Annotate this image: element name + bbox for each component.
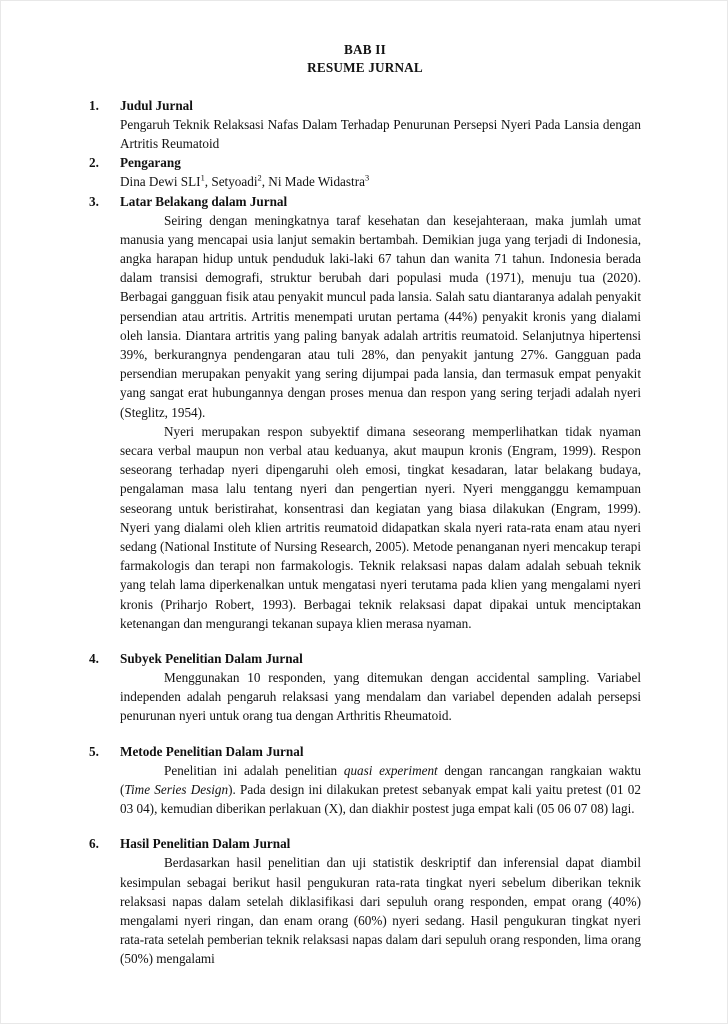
author-list: Dina Dewi SLI$^1$, Setyoadi$^2$, Ni Made Widastra$^3$ — [120, 174, 370, 190]
author-name: Ni Made Widastra — [268, 174, 365, 190]
paragraph-part: ). Pada design ini dilakukan pretest sebanyak empat kali yaitu pretest (01 02 03 04), kemudian diberikan perlakuan (X), dan diakhir postest juga empat kali (05 06 07 08) lagi. — [120, 781, 641, 817]
author-superscript: 2 — [257, 174, 262, 184]
paragraph: Berdasarkan hasil penelitian dan uji statistik deskriptif dan inferensial dapat diambil kesimpulan sebagai berikut hasil pengukuran rata-rata tingkat nyeri sebelum diberikan teknik relaksasi napas dalam setelah diklasifikasi dari sepuluh orang responden, empat orang (40%) mengalami nyeri ringan, dan enam orang (60%) nyeri sedang. Hasil pengukuran tingkat nyeri rata-rata setelah pemberian teknik relaksasi napas dalam dari sepuluh orang responden, lima orang (50%) mengalami — [120, 855, 641, 967]
section-heading: Latar Belakang dalam Jurnal — [120, 193, 288, 209]
section-heading: Judul Jurnal — [120, 98, 193, 113]
paragraph — [120, 761, 641, 819]
italic-term-time-series-design: Time Series Design — [124, 781, 229, 797]
spacer — [89, 726, 641, 742]
spacer — [89, 76, 641, 96]
section-pengarang — [89, 153, 641, 191]
paragraph-part: dengan rancangan rangkaian waktu ( — [120, 762, 641, 797]
author-superscript: 1 — [200, 174, 205, 184]
section-hasil-penelitian — [89, 834, 641, 968]
chapter-title: RESUME JURNAL — [307, 59, 423, 75]
section-number: 1. — [89, 98, 99, 113]
section-latar-belakang — [89, 192, 641, 633]
section-heading: Metode Penelitian Dalam Jurnal — [120, 743, 304, 759]
section-subyek-penelitian — [89, 649, 641, 726]
section-number: 5. — [89, 743, 99, 759]
chapter-label: BAB II — [344, 42, 386, 57]
section-number: 6. — [89, 836, 99, 852]
section-judul-jurnal — [89, 96, 641, 153]
paragraph: Menggunakan 10 responden, yang ditemukan dengan accidental sampling. Variabel independen adalah pengaruh relaksasi yang mendalam dan variabel dependen adalah persepsi penurunan nyeri untuk orang tua dengan Arthritis Rheumatoid. — [120, 670, 641, 724]
page-title — [89, 41, 641, 76]
paragraph: Nyeri merupakan respon subyektif dimana seseorang memperlihatkan tidak nyaman secara verbal maupun non verbal atau keduanya, akut maupun kronis (Engram, 1999). Respon seseorang terhadap nyeri dipengaruhi oleh emosi, tingkat kesadaran, latar belakang budaya, pengalaman masa lalu tentang nyeri dan pengertian nyeri. Nyeri mengganggu kemampuan seseorang untuk beristirahat, konsentrasi dan kegiatan yang biasa dilakukan (Engram, 1999). Nyeri yang dialami oleh klien artritis reumatoid didapatkan skala nyeri rata-rata enam atau nyeri sedang (National Institute of Nursing Research, 2005). Metode penanganan nyeri mencakup terapi farmakologis dan terapi non farmakologis. Teknik relaksasi napas dalam adalah sebuah teknik yang telah lama diperkenalkan untuk mengatasi nyeri terutama pada klien yang mengalami nyeri kronis (Priharjo Robert, 1993). Berbagai teknik relaksasi dapat dipakai untuk menciptakan ketenangan dan mengurangi tekanan supaya klien merasa nyaman. — [120, 423, 641, 631]
section-heading: Hasil Penelitian Dalam Jurnal — [120, 836, 291, 852]
paragraph: Seiring dengan meningkatnya taraf kesehatan dan kesejahteraan, maka jumlah umat manusia yang mencapai usia lanjut semakin bertambah. Demikian juga yang terjadi di Indonesia, angka harapan hidup untuk penduduk laki-laki 67 tahun dan wanita 71 tahun. Indonesia berada dalam transisi demografi, struktur berubah dari populasi muda (1971), menuju tua (2020). Berbagai gangguan fisik atau penyakit muncul pada lansia. Salah satu diantaranya adalah penyakit persendian atau artritis. Artritis menempati urutan pertama (44%) penyakit kronis yang dialami oleh lansia. Diantara artritis yang paling banyak adalah artritis reumatoid. Selanjutnya hipertensi 39%, berkurangnya pendengaran atau tuli 28%, dan penyakit jantung 27%. Gangguan pada persendian merupakan penyakit yang sering dijumpai pada lansia, dan termasuk empat penyakit yang sangat erat hubungannya dengan proses menua dan respon yang sering terjadi adalah nyeri (Steglitz, 1954). — [120, 212, 641, 420]
spacer — [89, 633, 641, 649]
page-content — [89, 41, 641, 969]
section-body: Pengaruh Teknik Relaksasi Nafas Dalam Terhadap Penurunan Persepsi Nyeri Pada Lansia dengan Artritis Reumatoid — [120, 117, 641, 152]
section-heading: Pengarang — [120, 155, 181, 171]
italic-term-quasi-experiment: quasi experiment — [343, 762, 438, 778]
section-list — [89, 96, 641, 969]
author-name: Setyoadi — [211, 174, 258, 190]
author-name: Dina Dewi SLI — [120, 174, 201, 190]
section-number: 3. — [89, 193, 99, 209]
section-number: 4. — [89, 651, 99, 667]
paragraph-part: Penelitian ini adalah penelitian — [164, 762, 344, 778]
section-number: 2. — [89, 155, 99, 171]
author-superscript: 3 — [364, 174, 370, 184]
spacer — [89, 818, 641, 834]
section-heading: Subyek Penelitian Dalam Jurnal — [120, 651, 303, 667]
section-metode-penelitian — [89, 742, 641, 819]
